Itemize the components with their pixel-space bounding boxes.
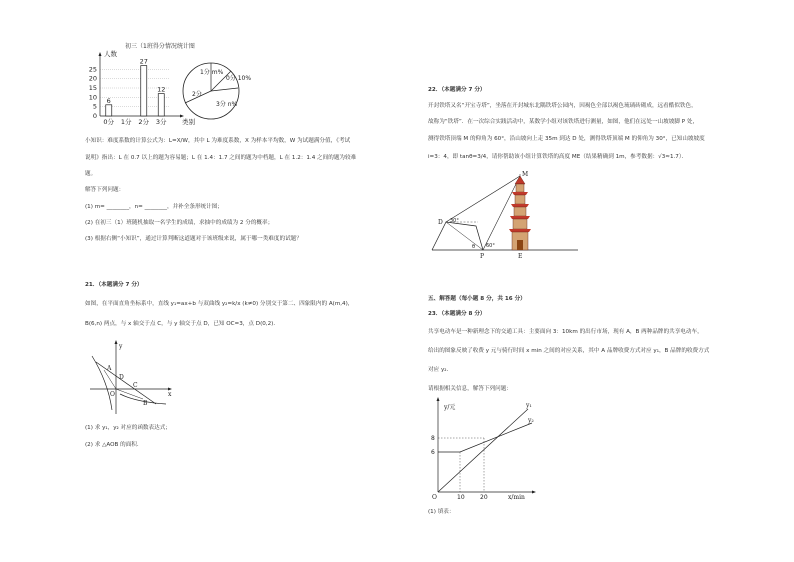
section-title: 21．（本题满分 7 分） (85, 282, 143, 288)
question: (3) 根据右侧“小知识”，通过计算判断这道题对于该班级来说，属于哪一类难度的试题？ (85, 236, 302, 242)
tick-label: 10 (88, 93, 97, 102)
tick-label: 6 (431, 449, 435, 456)
paragraph: 小知识：难度系数的计算公式为：L=X/W，其中 L 为难度系数，X 为样本平均数，W 为试题满分值，《考试 (85, 138, 351, 144)
pie-label: 3分 n% (216, 101, 238, 108)
question: (1) 求 y₁，y₂ 对应的函数表达式； (85, 425, 171, 431)
point-label: C (133, 382, 138, 389)
tick-label: 8 (431, 435, 435, 442)
pie-label: 1分 m% (200, 69, 224, 76)
pie-label: 0分 10% (226, 75, 252, 82)
bar-chart (80, 50, 195, 126)
paragraph: 解答下列问题： (85, 187, 125, 193)
axis-label: y (119, 343, 123, 350)
tower-figure (428, 170, 588, 265)
data-label: 27 (139, 57, 148, 66)
tick-label: 5 (92, 102, 97, 111)
paragraph: 如图，在平面直角坐标系中，直线 y₁=ax+b 与双曲线 y₂=k/x (k≠0) 分别交于第二、四象限内的 A(m,4)， (85, 301, 354, 307)
tick-label: 25 (88, 65, 97, 74)
axis-label: 人数 (104, 50, 117, 58)
question: (2) 求 △AOB 的面积． (85, 442, 143, 448)
paragraph: 共享电动车是一种新理念下的交通工具：主要面向 3：10km 的出行市场，现有 A，B 两种品牌的共享电动车， (428, 329, 703, 335)
data-label: 6 (106, 96, 111, 105)
line-label: y₁ (526, 402, 532, 409)
pie-chart (178, 58, 258, 128)
question: (1) m= ________，n= ________，并补全条形统计图； (85, 204, 223, 210)
point-label: D (438, 219, 443, 226)
pie-slice-edge (211, 88, 238, 91)
tick-label: 10 (457, 494, 465, 501)
paragraph: 请根据相关信息，解答下列问题： (428, 386, 512, 392)
axis-label: x/min (508, 494, 525, 501)
axis-label: x (168, 391, 172, 398)
point-label: P (480, 253, 485, 260)
angle-label: 60° (486, 243, 495, 249)
paragraph: i=3：4，即 tanθ=3/4，请你帮助该小组计算铁塔的高度 ME（结果精确到 1m，参考数据：√3≈1.7）． (428, 154, 688, 160)
point-label: M (522, 171, 529, 178)
paragraph: 故称为“铁塔”．在一次综合实践活动中，某数学小组对该铁塔进行测量，如图，他们在远处一山坡坡脚 P 处， (428, 119, 699, 125)
tick-label: 0 (92, 112, 97, 120)
tick-label: 2分 (138, 118, 150, 126)
coordinate-figure (86, 342, 176, 417)
tick-label: 3分 (155, 118, 167, 126)
paragraph: 给出的图象反映了收费 y 元与骑行时间 x min 之间的对应关系，其中 A 品牌收费方式对应 y₁，B 品牌的收费方式 (428, 348, 710, 354)
data-label: 12 (157, 85, 166, 94)
paragraph: 对应 y₂． (428, 367, 453, 373)
question: (1) 填表： (428, 509, 455, 515)
angle-label: 30° (450, 218, 459, 224)
tick-label: 15 (88, 84, 97, 92)
point-label: E (518, 253, 523, 260)
axis-label: 类别 (182, 118, 195, 126)
paragraph: 开封铁塔又名“开宝寺塔”，坐落在开封城东北隅铁塔公园内，因褐色全部以褐色琉璃砖砌成，远看酷似铁色， (428, 103, 697, 109)
tick-label: 20 (88, 74, 97, 83)
pie-label: 2分 (192, 91, 202, 98)
tick-label: 20 (480, 494, 488, 501)
bar (106, 105, 112, 116)
point-label: A (107, 365, 112, 372)
origin-label: O (432, 494, 437, 501)
point-label: D (119, 374, 124, 381)
point-label: B (143, 400, 148, 407)
y-axis-arrow (99, 52, 102, 56)
paragraph: 测得铁塔顶端 M 的仰角为 60°，沿山坡向上走 35m 到达 D 处，测得铁塔顶端 M 的仰角为 30°，已知山坡坡度 (428, 136, 705, 142)
angle-label: θ (472, 244, 476, 250)
bar (158, 94, 164, 116)
paragraph: 题。 (85, 171, 97, 177)
axis-label: y/元 (444, 404, 456, 411)
paragraph: 说明》指出：L 在 0.7 以上的题为容易题；L 在 1.4：1.7 之间的题为中档题，L 在 1.2：1.4 之间的题为较难 (85, 155, 357, 161)
section-title: 23．（本题满分 8 分） (428, 311, 486, 317)
tick-label: 1分 (120, 118, 132, 126)
tick-label: 0分 (103, 118, 115, 126)
chart-title: 初三（1班得分情况统计图 (125, 43, 195, 50)
question: (2) 在初三（1）班随机抽取一名学生的成绩，求抽中的成绩为 2 分的概率； (85, 220, 274, 226)
section-title: 五、解答题（每小题 8 分，共 16 分） (428, 296, 526, 302)
pagoda-icon (509, 174, 531, 250)
paragraph: B(6,n) 两点，与 x 轴交于点 C，与 y 轴交于点 D，已知 OC=3，点 D(0,2)． (85, 321, 279, 327)
fare-graph (428, 395, 543, 505)
bar (141, 66, 147, 116)
point-label: O (110, 391, 115, 398)
section-title: 22．（本题满分 7 分） (428, 87, 486, 93)
line-label: y₂ (528, 417, 534, 424)
